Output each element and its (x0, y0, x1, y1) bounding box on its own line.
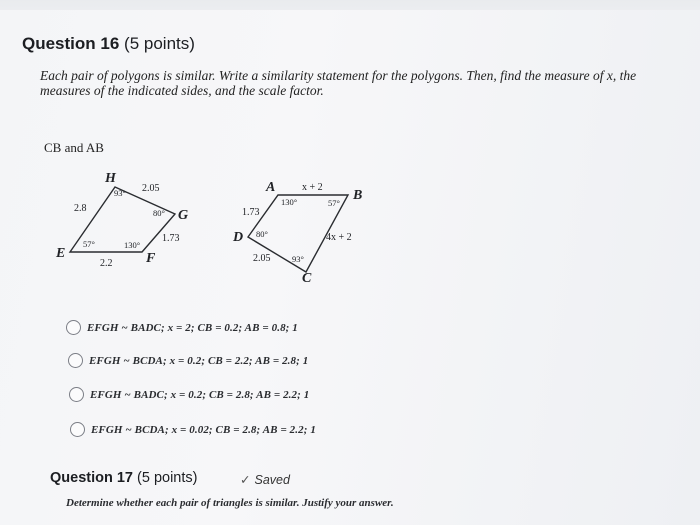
angle-c: 93° (292, 254, 304, 264)
radio-button[interactable] (66, 320, 81, 335)
angle-g: 80° (153, 208, 165, 218)
side-ef: 2.2 (100, 258, 113, 269)
vertex-d: D (233, 230, 244, 245)
angle-b: 57° (328, 198, 340, 208)
vertex-f: F (146, 251, 156, 266)
vertex-b: B (353, 188, 363, 203)
vertex-h: H (105, 171, 116, 186)
angle-e: 57° (83, 239, 95, 249)
answer-option-2[interactable] (68, 353, 308, 368)
question-17-instructions: Determine whether each pair of triangles is similar. Justify your answer. (66, 497, 394, 509)
vertex-e: E (56, 246, 66, 261)
vertex-a: A (266, 180, 276, 195)
question-16-prompt: CB and AB (44, 140, 104, 155)
saved-status (240, 472, 290, 487)
answer-option-4[interactable] (70, 422, 316, 437)
side-ab: x + 2 (302, 182, 323, 193)
radio-button[interactable] (69, 387, 84, 402)
side-eh: 2.8 (74, 203, 87, 214)
checkmark-icon: ✓ (240, 473, 251, 487)
question-17-number: Question 17 (50, 470, 133, 486)
angle-h: 93° (114, 188, 126, 198)
answer-option-label: EFGH ~ BCDA; x = 0.2; CB = 2.2; AB = 2.8; 1 (89, 354, 309, 367)
answer-option-label: EFGH ~ BCDA; x = 0.02; CB = 2.8; AB = 2.2; 1 (91, 423, 316, 436)
answer-option-3[interactable] (69, 387, 309, 402)
question-16-number: Question 16 (22, 34, 120, 53)
side-da: 1.73 (242, 207, 260, 218)
question-17-points: (5 points) (137, 470, 198, 486)
answer-option-1[interactable] (66, 320, 298, 335)
radio-button[interactable] (70, 422, 85, 437)
angle-a: 130° (281, 197, 298, 207)
vertex-c: C (302, 271, 312, 286)
angle-f: 130° (124, 240, 141, 250)
question-17-title (50, 470, 197, 486)
question-16-instructions: Each pair of polygons is similar. Write a similarity statement for the polygons. Then, find the measure of x, the measures of the indicated sides, and the scale factor. (40, 68, 637, 98)
angle-d: 80° (256, 229, 268, 239)
question-16-points: (5 points) (124, 34, 195, 53)
answer-option-label: EFGH ~ BADC; x = 0.2; CB = 2.8; AB = 2.2; 1 (90, 388, 310, 401)
side-cd: 2.05 (253, 253, 271, 264)
radio-button[interactable] (68, 353, 83, 368)
vertex-g: G (178, 208, 189, 223)
side-gf: 1.73 (162, 233, 180, 244)
side-hg: 2.05 (142, 183, 160, 194)
answer-option-label: EFGH ~ BADC; x = 2; CB = 0.2; AB = 0.8; 1 (87, 321, 298, 334)
saved-label: Saved (254, 473, 290, 487)
side-bc: 4x + 2 (326, 232, 352, 243)
